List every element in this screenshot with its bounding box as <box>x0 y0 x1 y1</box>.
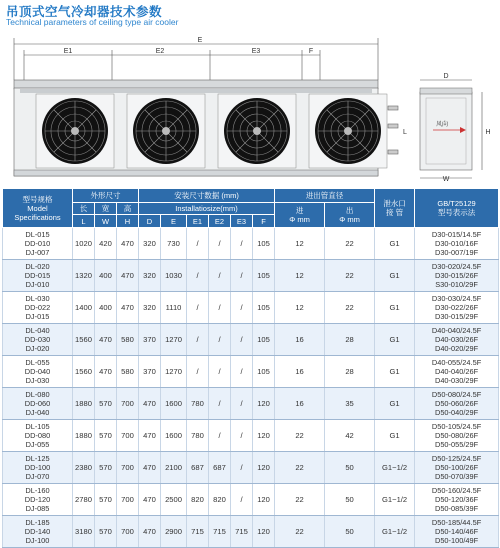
table-cell-f: 120 <box>253 484 275 516</box>
table-row <box>3 420 499 452</box>
table-cell-drain: G1−1/2 <box>375 516 415 548</box>
header-gb-2: 型号表示法 <box>437 208 476 217</box>
header-pipe: 进出管直径 <box>275 189 375 203</box>
table-cell-model: DL-030 DD-022 DJ-015 <box>3 292 73 324</box>
header-e: E <box>161 215 187 228</box>
table-cell-w: 570 <box>95 420 117 452</box>
table-row <box>3 228 499 260</box>
title-en: Technical parameters of ceiling type air cooler <box>6 17 179 27</box>
header-outer-w: 宽 <box>95 203 117 215</box>
table-cell-drain: G1−1/2 <box>375 484 415 516</box>
table-row <box>3 260 499 292</box>
table-cell-h: 470 <box>117 292 139 324</box>
table-cell-gb: D40-040/24.5F D40-030/26F D40-020/29F <box>415 324 499 356</box>
table-cell-drain: G1 <box>375 228 415 260</box>
table-cell-h: 700 <box>117 388 139 420</box>
table-cell-out: 50 <box>325 484 375 516</box>
table-cell-e2: / <box>209 356 231 388</box>
table-cell-e3: / <box>231 484 253 516</box>
table-cell-gb: D50-125/24.5F D50-100/26F D50-070/39F <box>415 452 499 484</box>
table-cell-l: 1880 <box>73 388 95 420</box>
table-row <box>3 516 499 548</box>
header-e1: E1 <box>187 215 209 228</box>
table-cell-e1: / <box>187 292 209 324</box>
table-cell-f: 105 <box>253 292 275 324</box>
table-cell-e1: 780 <box>187 420 209 452</box>
table-cell-f: 105 <box>253 260 275 292</box>
table-cell-h: 700 <box>117 484 139 516</box>
table-cell-w: 570 <box>95 484 117 516</box>
table-cell-out: 28 <box>325 324 375 356</box>
table-cell-f: 120 <box>253 420 275 452</box>
table-cell-model: DL-020 DD-015 DJ-010 <box>3 260 73 292</box>
table-cell-e1: / <box>187 324 209 356</box>
header-h: H <box>117 215 139 228</box>
table-cell-d: 320 <box>139 260 161 292</box>
table-cell-model: DL-185 DD-140 DJ-100 <box>3 516 73 548</box>
fan-3 <box>218 94 296 168</box>
table-cell-d: 370 <box>139 324 161 356</box>
fan-4 <box>309 94 387 168</box>
header-outer-h: 高 <box>117 203 139 215</box>
table-cell-drain: G1 <box>375 356 415 388</box>
table-cell-h: 700 <box>117 452 139 484</box>
dim-label-f: F <box>308 48 314 55</box>
table-cell-out: 50 <box>325 452 375 484</box>
table-cell-e3: / <box>231 356 253 388</box>
table-cell-l: 1320 <box>73 260 95 292</box>
table-cell-model: DL-160 DD-120 DJ-085 <box>3 484 73 516</box>
header-pipe-in-unit: Φ mm <box>289 215 310 224</box>
table-cell-h: 700 <box>117 420 139 452</box>
table-cell-in: 16 <box>275 388 325 420</box>
table-cell-e1: 715 <box>187 516 209 548</box>
table-cell-w: 420 <box>95 228 117 260</box>
fan-2 <box>127 94 205 168</box>
table-cell-d: 470 <box>139 452 161 484</box>
airflow-label: 风向 <box>435 121 449 128</box>
table-cell-f: 120 <box>253 516 275 548</box>
table-cell-e1: / <box>187 228 209 260</box>
table-cell-d: 470 <box>139 484 161 516</box>
table-cell-model: DL-080 DD-060 DJ-040 <box>3 388 73 420</box>
table-cell-l: 1560 <box>73 356 95 388</box>
dim-label-h: H <box>485 129 491 136</box>
table-cell-e: 2500 <box>161 484 187 516</box>
table-cell-model: DL-055 DD-040 DJ-030 <box>3 356 73 388</box>
table-cell-drain: G1 <box>375 292 415 324</box>
table-cell-d: 370 <box>139 356 161 388</box>
table-cell-d: 470 <box>139 388 161 420</box>
header-outer: 外形尺寸 <box>73 189 139 203</box>
table-cell-d: 470 <box>139 516 161 548</box>
header-model <box>3 189 73 228</box>
table-cell-e3: / <box>231 420 253 452</box>
table-cell-gb: D50-185/44.5F D50-140/46F D50-100/49F <box>415 516 499 548</box>
table-cell-in: 22 <box>275 516 325 548</box>
table-cell-gb: D50-080/24.5F D50-060/26F D50-040/29F <box>415 388 499 420</box>
table-cell-l: 2780 <box>73 484 95 516</box>
header-pipe-in <box>275 203 325 228</box>
table-cell-l: 1020 <box>73 228 95 260</box>
header-outer-l: 长 <box>73 203 95 215</box>
table-cell-e1: 780 <box>187 388 209 420</box>
header-w: W <box>95 215 117 228</box>
table-cell-e: 1270 <box>161 324 187 356</box>
table-cell-out: 22 <box>325 260 375 292</box>
table-cell-e: 1270 <box>161 356 187 388</box>
table-cell-in: 22 <box>275 452 325 484</box>
table-cell-out: 50 <box>325 516 375 548</box>
table-cell-e1: 687 <box>187 452 209 484</box>
table-row <box>3 356 499 388</box>
table-cell-e: 2900 <box>161 516 187 548</box>
pipe-connections <box>388 106 398 154</box>
table-cell-e3: 715 <box>231 516 253 548</box>
table-cell-e: 1110 <box>161 292 187 324</box>
table-cell-in: 12 <box>275 228 325 260</box>
table-cell-drain: G1 <box>375 388 415 420</box>
table-cell-gb: D30-015/14.5F D30-010/16F D30-007/19F <box>415 228 499 260</box>
table-cell-e1: 820 <box>187 484 209 516</box>
table-row <box>3 452 499 484</box>
table-cell-e2: 820 <box>209 484 231 516</box>
table-cell-l: 2380 <box>73 452 95 484</box>
table-cell-l: 3180 <box>73 516 95 548</box>
header-gb <box>415 189 499 228</box>
technical-drawing <box>0 30 500 182</box>
header-pipe-out <box>325 203 375 228</box>
header-model-en: Model <box>27 203 48 213</box>
table-cell-e2: / <box>209 260 231 292</box>
table-cell-d: 320 <box>139 292 161 324</box>
table-cell-e2: / <box>209 420 231 452</box>
table-cell-h: 470 <box>117 228 139 260</box>
header-l: L <box>73 215 95 228</box>
header-f: F <box>253 215 275 228</box>
table-cell-drain: G1−1/2 <box>375 452 415 484</box>
spec-table-body <box>3 228 499 548</box>
table-cell-e: 1600 <box>161 420 187 452</box>
spec-table <box>2 188 499 548</box>
table-cell-w: 470 <box>95 356 117 388</box>
table-cell-e: 1030 <box>161 260 187 292</box>
dim-label-w: W <box>442 176 450 183</box>
table-cell-e1: / <box>187 260 209 292</box>
dim-label-d: D <box>443 73 449 80</box>
table-cell-e2: / <box>209 292 231 324</box>
table-cell-w: 570 <box>95 516 117 548</box>
table-cell-e2: / <box>209 324 231 356</box>
header-model-zh: 型号规格 <box>22 194 53 204</box>
header-model-en2: Specifications <box>14 212 61 222</box>
table-cell-in: 22 <box>275 420 325 452</box>
table-cell-in: 22 <box>275 484 325 516</box>
table-cell-in: 16 <box>275 356 325 388</box>
table-cell-e3: / <box>231 292 253 324</box>
header-pipe-out-label: 出 <box>345 206 354 215</box>
table-cell-e3: / <box>231 324 253 356</box>
table-row <box>3 484 499 516</box>
table-cell-f: 120 <box>253 388 275 420</box>
header-e3: E3 <box>231 215 253 228</box>
table-cell-out: 35 <box>325 388 375 420</box>
table-cell-in: 12 <box>275 292 325 324</box>
table-cell-in: 16 <box>275 324 325 356</box>
table-row <box>3 292 499 324</box>
table-cell-drain: G1 <box>375 324 415 356</box>
dim-label-l: L <box>403 129 407 136</box>
table-cell-w: 570 <box>95 388 117 420</box>
table-cell-w: 400 <box>95 260 117 292</box>
table-cell-e1: / <box>187 356 209 388</box>
table-cell-e3: / <box>231 260 253 292</box>
table-cell-e: 1600 <box>161 388 187 420</box>
table-cell-e: 730 <box>161 228 187 260</box>
table-cell-e3: / <box>231 228 253 260</box>
header-drain-2: 接 管 <box>386 208 404 217</box>
table-cell-model: DL-105 DD-080 DJ-055 <box>3 420 73 452</box>
table-cell-l: 1400 <box>73 292 95 324</box>
table-cell-h: 580 <box>117 324 139 356</box>
table-cell-out: 22 <box>325 228 375 260</box>
header-drain-1: 泄水口 <box>383 199 406 208</box>
table-cell-l: 1880 <box>73 420 95 452</box>
table-cell-gb: D30-030/24.5F D30-022/26F D30-015/29F <box>415 292 499 324</box>
table-cell-f: 105 <box>253 228 275 260</box>
header-gb-1: GB/T25129 <box>437 199 476 208</box>
table-cell-h: 470 <box>117 260 139 292</box>
header-e2: E2 <box>209 215 231 228</box>
dim-label-e1: E1 <box>63 48 73 55</box>
table-cell-w: 470 <box>95 324 117 356</box>
table-cell-gb: D40-055/24.5F D40-040/26F D40-030/29F <box>415 356 499 388</box>
table-cell-model: DL-015 DD-010 DJ-007 <box>3 228 73 260</box>
table-cell-model: DL-040 DD-030 DJ-020 <box>3 324 73 356</box>
header-install-en: Installatiosize(mm) <box>139 203 275 215</box>
title-zh: 吊顶式空气冷却器技术参数 <box>6 5 163 19</box>
table-cell-f: 120 <box>253 452 275 484</box>
table-cell-e2: 715 <box>209 516 231 548</box>
dim-label-e2: E2 <box>155 48 165 55</box>
table-cell-l: 1560 <box>73 324 95 356</box>
unit-side-view <box>420 88 472 170</box>
table-cell-d: 320 <box>139 228 161 260</box>
header-pipe-in-label: 进 <box>295 206 304 215</box>
table-row <box>3 388 499 420</box>
table-cell-h: 580 <box>117 356 139 388</box>
header-pipe-out-unit: Φ mm <box>339 215 360 224</box>
dim-label-e3: E3 <box>251 48 261 55</box>
table-cell-gb: D30-020/24.5F D30-015/26F S30-010/29F <box>415 260 499 292</box>
table-cell-gb: D50-160/24.5F D50-120/36F D50-085/39F <box>415 484 499 516</box>
header-install: 安装尺寸数据 (mm) <box>139 189 275 203</box>
table-cell-out: 22 <box>325 292 375 324</box>
table-cell-gb: D50-105/24.5F D50-080/26F D50-055/29F <box>415 420 499 452</box>
header-drain <box>375 189 415 228</box>
header-d: D <box>139 215 161 228</box>
table-cell-d: 470 <box>139 420 161 452</box>
table-cell-e2: 687 <box>209 452 231 484</box>
table-cell-e: 2100 <box>161 452 187 484</box>
table-cell-in: 12 <box>275 260 325 292</box>
fan-1 <box>36 94 114 168</box>
table-cell-f: 105 <box>253 356 275 388</box>
table-cell-h: 700 <box>117 516 139 548</box>
table-cell-out: 28 <box>325 356 375 388</box>
table-cell-e3: / <box>231 452 253 484</box>
table-cell-w: 400 <box>95 292 117 324</box>
table-cell-model: DL-125 DD-100 DJ-070 <box>3 452 73 484</box>
dim-label-e: E <box>197 37 203 44</box>
table-cell-w: 570 <box>95 452 117 484</box>
table-cell-out: 42 <box>325 420 375 452</box>
table-cell-f: 105 <box>253 324 275 356</box>
table-cell-e2: / <box>209 228 231 260</box>
spec-table-wrapper <box>2 188 498 545</box>
table-cell-drain: G1 <box>375 260 415 292</box>
table-cell-e3: / <box>231 388 253 420</box>
table-row <box>3 324 499 356</box>
table-cell-e2: / <box>209 388 231 420</box>
table-cell-drain: G1 <box>375 420 415 452</box>
